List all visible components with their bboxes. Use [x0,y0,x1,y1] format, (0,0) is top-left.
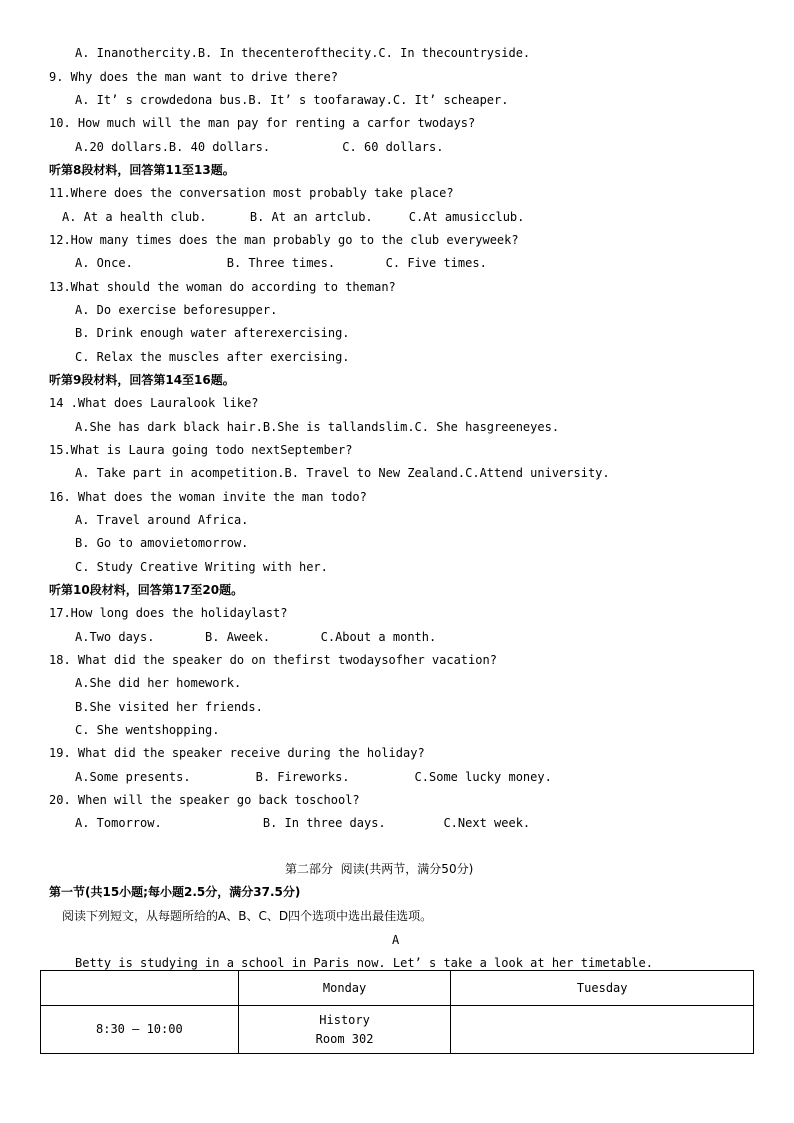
q14-options: A.She has dark black hair.B.She is tallandslim.C. She hasgreeneyes. [75,420,560,434]
q17-options: A.Two days. B. Aweek. C.About a month. [75,630,437,644]
q18-option-a: A.She did her homework. [75,676,242,690]
timetable-header-tuesday: Tuesday [451,971,754,1006]
passage-label: A [392,933,400,947]
q13-option-a: A. Do exercise beforesupper. [75,303,278,317]
question-14: 14 .What does Lauralook like? [49,396,259,410]
q8-options: A. Inanothercity.B. In thecenterofthecity.C. In thecountryside. [75,46,531,60]
question-16: 16. What does the woman invite the man todo? [49,490,367,504]
q18-option-b: B.She visited her friends. [75,700,263,714]
q10-options: A.20 dollars.B. 40 dollars. C. 60 dollars. [75,140,444,154]
part2-instruction: 阅读下列短文，从每题所给的A、B、C、D四个选项中选出最佳选项。 [62,909,433,923]
question-9: 9. Why does the man want to drive there? [49,70,338,84]
question-11: 11.Where does the conversation most probably take place? [49,186,454,200]
monday-subject: History [319,1012,370,1027]
q18-option-c: C. She wentshopping. [75,723,220,737]
timetable-tuesday-cell [451,1006,754,1054]
timetable-time-cell: 8:30 — 10:00 [41,1006,239,1054]
timetable-monday-cell [238,1006,451,1054]
q13-option-c: C. Relax the muscles after exercising. [75,350,350,364]
question-10: 10. How much will the man pay for renting a carfor twodays? [49,116,476,130]
timetable-header-monday: Monday [238,971,451,1006]
section-9-heading: 听第9段材料，回答第14至16题。 [49,373,235,387]
q20-options: A. Tomorrow. B. In three days. C.Next week. [75,816,531,830]
timetable-header-row [41,971,754,1006]
part2-title: 第二部分 阅读(共两节，满分50分) [285,862,474,876]
section-10-heading: 听第10段材料，回答第17至20题。 [49,583,244,597]
part2-section1-heading: 第一节(共15小题;每小题2.5分，满分37.5分) [49,885,301,899]
q13-option-b: B. Drink enough water afterexercising. [75,326,350,340]
section-8-heading: 听第8段材料，回答第11至13题。 [49,163,235,177]
question-12: 12.How many times does the man probably go to the club everyweek? [49,233,519,247]
q16-option-c: C. Study Creative Writing with her. [75,560,328,574]
question-15: 15.What is Laura going todo nextSeptember? [49,443,353,457]
q11-options: A. At a health club. B. At an artclub. C.At amusicclub. [62,210,525,224]
q12-options: A. Once. B. Three times. C. Five times. [75,256,487,270]
timetable [40,970,754,1054]
question-17: 17.How long does the holidaylast? [49,606,288,620]
q9-options: A. It’ s crowdedona bus.B. It’ s toofaraway.C. It’ scheaper. [75,93,509,107]
q16-option-a: A. Travel around Africa. [75,513,249,527]
timetable-header-time [41,971,239,1006]
passage-intro: Betty is studying in a school in Paris now. Let’ s take a look at her timetable. [75,956,653,970]
q15-options: A. Take part in acompetition.B. Travel to New Zealand.C.Attend university. [75,466,610,480]
question-20: 20. When will the speaker go back toschool? [49,793,360,807]
question-19: 19. What did the speaker receive during the holiday? [49,746,425,760]
question-18: 18. What did the speaker do on thefirst twodaysofher vacation? [49,653,497,667]
question-13: 13.What should the woman do according to theman? [49,280,396,294]
monday-room: Room 302 [315,1031,374,1046]
q19-options: A.Some presents. B. Fireworks. C.Some lucky money. [75,770,552,784]
timetable-row [41,1006,754,1054]
q16-option-b: B. Go to amovietomorrow. [75,536,249,550]
